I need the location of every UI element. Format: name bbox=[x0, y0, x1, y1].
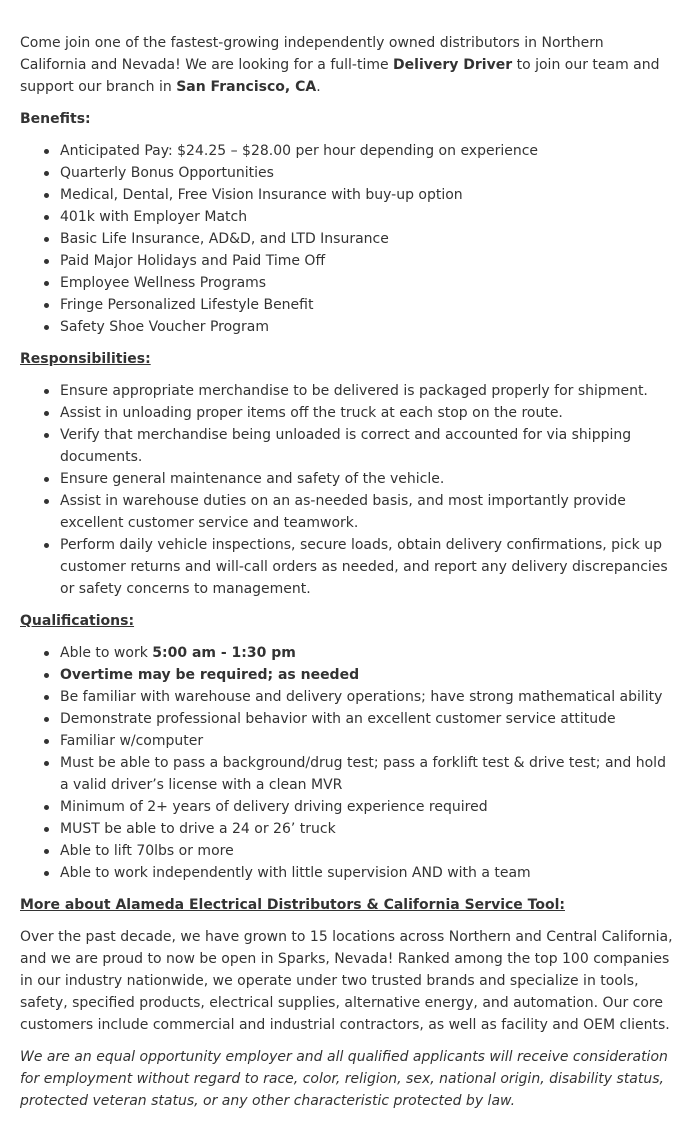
intro-text: to join our team and support our branch in bbox=[20, 57, 660, 95]
about-paragraph: Over the past decade, we have grown to 15 locations across Northern and Central California, and we are proud to now be open in Sparks, Nevada! Ranked among the top 100 companies in our industry nationwide, we operate under two trusted brands and specialize in tools, safety, specified products, electrical supplies, alternative energy, and automation. Our core customers include commercial and industrial contractors, as well as facility and OEM clients. bbox=[20, 929, 673, 1033]
benefits-list bbox=[20, 140, 674, 338]
intro-text: Come join one of the fastest-growing independently owned distributors in Northern California and Nevada! We are looking for a full-time bbox=[20, 35, 604, 73]
list-item bbox=[60, 642, 674, 664]
job-location: San Francisco, CA bbox=[176, 79, 317, 95]
list-item: Anticipated Pay: $24.25 – $28.00 per hour depending on experience bbox=[60, 140, 674, 162]
list-item: Ensure general maintenance and safety of the vehicle. bbox=[60, 468, 674, 490]
list-item: Safety Shoe Voucher Program bbox=[60, 316, 674, 338]
list-item: Must be able to pass a background/drug test; pass a forklift test & drive test; and hold a valid driver’s license with a clean MVR bbox=[60, 752, 674, 796]
hours-prefix: Able to work bbox=[60, 645, 153, 661]
list-item: Paid Major Holidays and Paid Time Off bbox=[60, 250, 674, 272]
list-item: Able to lift 70lbs or more bbox=[60, 840, 674, 862]
intro-text: . bbox=[316, 79, 321, 95]
work-hours: 5:00 am - 1:30 pm bbox=[152, 645, 296, 661]
responsibilities-list bbox=[20, 380, 674, 600]
list-item: Fringe Personalized Lifestyle Benefit bbox=[60, 294, 674, 316]
about-heading: More about Alameda Electrical Distributors & California Service Tool: bbox=[20, 897, 565, 913]
responsibilities-heading: Responsibilities: bbox=[20, 351, 151, 367]
list-item: MUST be able to drive a 24 or 26’ truck bbox=[60, 818, 674, 840]
eeo-statement: We are an equal opportunity employer and all qualified applicants will receive consideration for employment without regard to race, color, religion, sex, national origin, disability status, protected veteran status, or any other characteristic protected by law. bbox=[20, 1049, 668, 1109]
qualifications-heading: Qualifications: bbox=[20, 613, 135, 629]
list-item: Minimum of 2+ years of delivery driving experience required bbox=[60, 796, 674, 818]
list-item: Verify that merchandise being unloaded is correct and accounted for via shipping documents. bbox=[60, 424, 674, 468]
list-item: Assist in warehouse duties on an as-needed basis, and most importantly provide excellent customer service and teamwork. bbox=[60, 490, 674, 534]
list-item: Able to work independently with little supervision AND with a team bbox=[60, 862, 674, 884]
list-item bbox=[60, 664, 674, 686]
list-item: Perform daily vehicle inspections, secure loads, obtain delivery confirmations, pick up customer returns and will-call orders as needed, and report any delivery discrepancies or safety concerns to management. bbox=[60, 534, 674, 600]
list-item: Quarterly Bonus Opportunities bbox=[60, 162, 674, 184]
list-item: Be familiar with warehouse and delivery operations; have strong mathematical ability bbox=[60, 686, 674, 708]
list-item: Employee Wellness Programs bbox=[60, 272, 674, 294]
overtime-note: Overtime may be required; as needed bbox=[60, 667, 360, 683]
list-item: Ensure appropriate merchandise to be delivered is packaged properly for shipment. bbox=[60, 380, 674, 402]
benefits-heading: Benefits: bbox=[20, 111, 91, 127]
job-title: Delivery Driver bbox=[393, 57, 513, 73]
list-item: Demonstrate professional behavior with an excellent customer service attitude bbox=[60, 708, 674, 730]
intro-paragraph bbox=[20, 32, 674, 98]
list-item: Basic Life Insurance, AD&D, and LTD Insurance bbox=[60, 228, 674, 250]
list-item: Medical, Dental, Free Vision Insurance with buy-up option bbox=[60, 184, 674, 206]
list-item: Assist in unloading proper items off the truck at each stop on the route. bbox=[60, 402, 674, 424]
list-item: Familiar w/computer bbox=[60, 730, 674, 752]
list-item: 401k with Employer Match bbox=[60, 206, 674, 228]
qualifications-list bbox=[20, 642, 674, 884]
